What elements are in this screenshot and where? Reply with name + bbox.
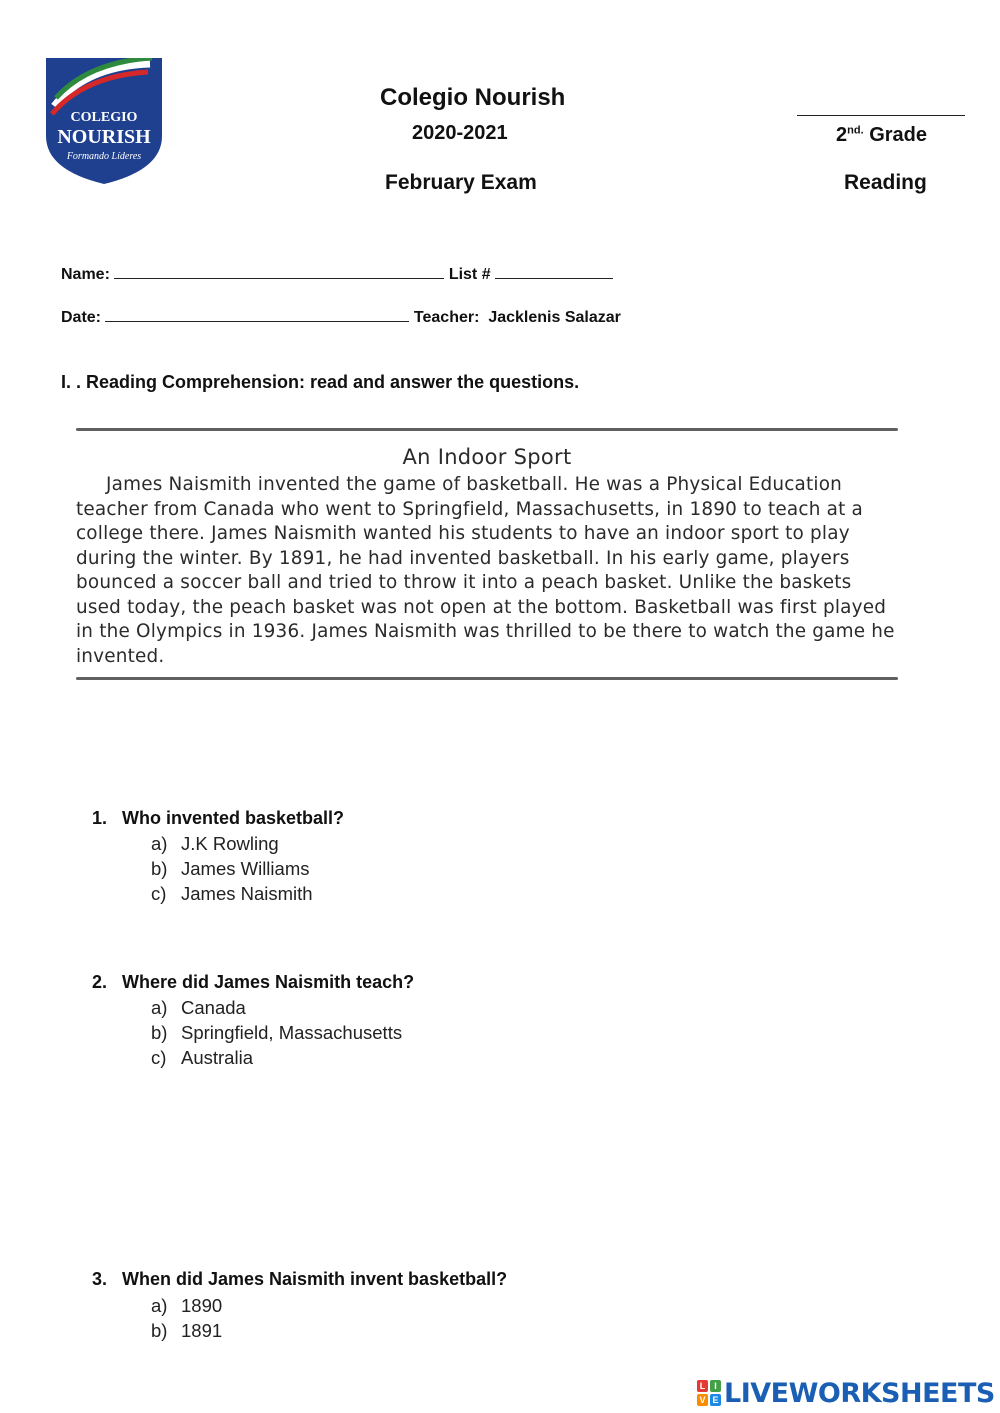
date-blank[interactable] [105, 307, 409, 322]
option-text: James Williams [181, 858, 310, 879]
question-3-options [151, 1293, 222, 1343]
passage-top-rule [76, 428, 898, 431]
grade-word: Grade [869, 124, 927, 146]
option-text: James Naismith [181, 883, 313, 904]
school-logo [46, 58, 162, 184]
badge-letter: L [697, 1380, 708, 1392]
watermark-text: LIVEWORKSHEETS [724, 1377, 995, 1409]
liveworksheets-watermark [697, 1376, 995, 1410]
option-text: Canada [181, 997, 246, 1018]
exam-title: February Exam [385, 171, 537, 194]
question-2 [92, 972, 414, 993]
logo-line2: NOURISH [57, 126, 151, 148]
question-text: Where did James Naismith teach? [122, 972, 415, 992]
school-year: 2020-2021 [412, 122, 508, 144]
option-letter: a) [151, 1295, 168, 1316]
option-b[interactable] [151, 1318, 222, 1343]
date-row [61, 307, 621, 327]
subject-label: Reading [844, 171, 927, 194]
option-letter: c) [151, 883, 167, 904]
badge-letter: I [710, 1380, 721, 1392]
passage-bottom-rule [76, 677, 898, 680]
name-row [61, 264, 613, 284]
option-b[interactable] [151, 1020, 402, 1045]
question-text: When did James Naismith invent basketball? [122, 1269, 508, 1289]
option-text: 1890 [181, 1295, 223, 1316]
name-blank[interactable] [114, 264, 444, 279]
option-letter: b) [151, 1022, 168, 1043]
grade-number: 2 [836, 124, 848, 146]
question-number: 2. [92, 972, 108, 992]
badge-letter: V [697, 1394, 708, 1406]
question-text: Who invented basketball? [122, 808, 345, 828]
option-a[interactable] [151, 995, 402, 1020]
badge-letter: E [710, 1394, 721, 1406]
option-letter: b) [151, 858, 168, 879]
logo-line1: COLEGIO [70, 110, 138, 125]
option-c[interactable] [151, 1045, 402, 1070]
question-number: 3. [92, 1269, 108, 1289]
list-label: List # [448, 266, 491, 283]
section-title: I. . Reading Comprehension: read and answer the questions. [61, 372, 580, 392]
passage-body: James Naismith invented the game of basketball. He was a Physical Education teacher from Canada who went to Springfield, Massachusetts, in 1890 to teach at a college there. James Naismith wanted his students to have an indoor sport to play during the winter. By 1891, he had invented basketball. In his early game, players bounced a soccer ball and tried to throw it into a peach basket. Unlike the baskets used today, the peach basket was not open at the bottom. Basketball was first played in the Olympics in 1936. James Naismith was thrilled to be there to watch the game he invented. [76, 474, 895, 667]
grade-suffix: nd. [847, 124, 864, 137]
question-3 [92, 1269, 507, 1290]
option-letter: a) [151, 997, 168, 1018]
option-letter: c) [151, 1047, 167, 1068]
teacher-name: Jacklenis Salazar [488, 309, 621, 326]
list-blank[interactable] [495, 264, 613, 279]
school-name: Colegio Nourish [380, 84, 566, 111]
option-c[interactable] [151, 881, 313, 906]
option-text: J.K Rowling [181, 833, 279, 854]
question-number: 1. [92, 808, 108, 828]
option-text: 1891 [181, 1320, 223, 1341]
question-1-options [151, 831, 313, 906]
grade-blank-line [797, 115, 965, 116]
name-label: Name: [61, 266, 110, 283]
option-letter: b) [151, 1320, 168, 1341]
option-a[interactable] [151, 1293, 222, 1318]
option-a[interactable] [151, 831, 313, 856]
option-b[interactable] [151, 856, 313, 881]
reading-passage [76, 428, 898, 680]
liveworksheets-badge-icon [697, 1380, 721, 1406]
option-text: Springfield, Massachusetts [181, 1022, 403, 1043]
passage-title: An Indoor Sport [402, 445, 572, 469]
question-2-options [151, 995, 402, 1070]
option-letter: a) [151, 833, 168, 854]
question-1 [92, 808, 344, 829]
logo-tagline: Formando Líderes [66, 151, 142, 162]
school-logo-shield [46, 58, 162, 184]
grade-label [836, 124, 927, 147]
option-text: Australia [181, 1047, 253, 1068]
teacher-label: Teacher: [413, 309, 480, 326]
date-label: Date: [61, 309, 102, 326]
